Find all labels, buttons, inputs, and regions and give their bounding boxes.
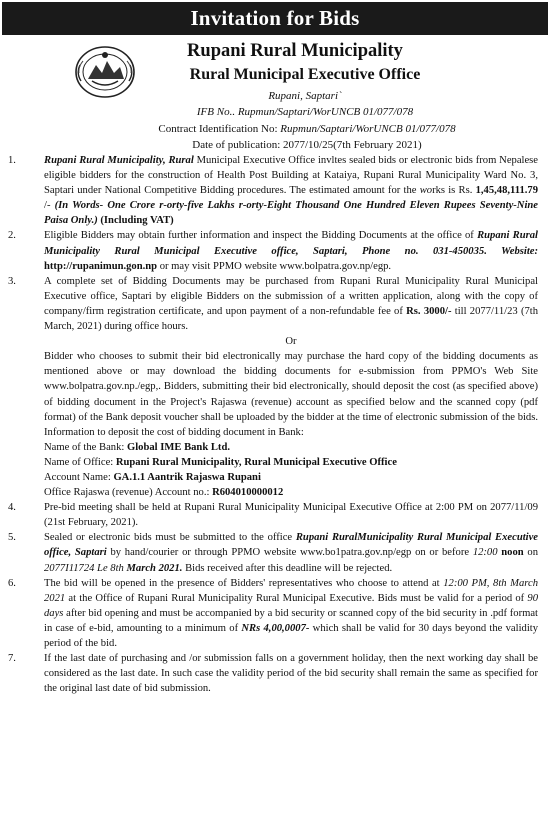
notice-banner: Invitation for Bids xyxy=(2,2,548,35)
clause-1-vat: (Including VAT) xyxy=(97,215,174,227)
office-name: Rural Municipal Executive Office xyxy=(189,66,421,83)
clause-number: 7. xyxy=(8,653,16,665)
clause-5-channel: by hand/courier or through PPMO website www.bo1patra.gov.np/egp on or before xyxy=(106,547,473,559)
clause-text: If the last date of purchasing and /or submission falls on a government holiday, then the next working day shall be considered as the last date. In such case the validity period of the bid security shall remain the same as specified for the original last date of bid submission. xyxy=(44,653,538,695)
clause-1-amount: 1,45,48,111.79 xyxy=(475,185,538,197)
clause-number: 5. xyxy=(8,532,16,544)
account-name xyxy=(44,470,538,485)
clause-5-text: Sealed or electronic bids must be submitted to the office xyxy=(44,532,296,544)
clause-text xyxy=(44,530,538,575)
office-label: Name of Office: xyxy=(44,456,116,468)
clause-number: 6. xyxy=(8,577,16,589)
clause-text xyxy=(44,153,538,228)
or-separator: Or xyxy=(285,336,297,348)
notice-body xyxy=(2,153,548,696)
account-name-label: Account Name: xyxy=(44,471,114,483)
office-value: Rupani Rural Municipality, Rural Municipal Executive Office xyxy=(115,456,397,468)
clause-5-month: March 2021. xyxy=(123,562,183,574)
clause-7 xyxy=(6,651,538,696)
clause-1-amount-suffix: /- xyxy=(44,200,55,212)
clause-6-validity-end: which shall be valid for 30 days beyond the validity period of the bid. xyxy=(44,622,539,649)
clause-5-on: on xyxy=(523,547,538,559)
publication-date: Date of publication: 2077/10/25(7th February 2021) xyxy=(192,139,422,151)
clause-number: 3. xyxy=(8,275,16,287)
clause-3 xyxy=(6,274,538,500)
notice-header xyxy=(2,35,548,153)
location-line: Rupani, Saptari` xyxy=(268,90,342,102)
clause-1-org: Rupani Rural Municipality, Rural xyxy=(44,155,194,166)
clause-3-para-2: Bidder who chooses to submit their bid electronically may purchase the hard copy of the bidding documents as mentioned above or may download the bidding documents for e-submission from PPMO's Web Site www.bolpatra.gov.np./egp,. Bidders, submitting their bid electronically, should deposit the cost (as specified above) of bidding document in the Project's Rajaswa (revenue) account as specified below and the scanned copy (pdf format) of the Bank deposit voucher shall be uploaded by the bidder at the time of electronic submission of the bids. Information to deposit the cost of bidding document in Bank: xyxy=(44,351,538,438)
bank-name-value: Global IME Bank Ltd. xyxy=(126,441,230,453)
clause-2-office: Rupani Rural Municipality Rural Municipal Executive office, Saptari, xyxy=(44,230,538,257)
clause-5-noon: noon xyxy=(497,547,524,559)
clause-5-office: Rupani RuralMunicipality Rural Municipal Executive office, Saptari xyxy=(44,532,538,559)
clause-6-amount: NRs 4,00,0007- xyxy=(241,622,310,634)
clause-4 xyxy=(6,500,538,530)
clause-number: 1. xyxy=(8,155,16,166)
account-number-label: Office Rajaswa (revenue) Account no.: xyxy=(44,487,213,499)
clause-text xyxy=(44,274,538,500)
office-line xyxy=(44,455,538,470)
clause-2-phone: Phone no. 031-450035. Website: xyxy=(347,245,538,257)
bank-name xyxy=(44,440,538,455)
clause-6-security: after bid opening and must be accompanied by a bid security or scanned copy of the bid security in .pdf format in case of e-bid, amounting to a minimum of xyxy=(44,607,538,634)
clause-2-website: http://rupanimun.gon.np xyxy=(44,260,158,272)
clause-6 xyxy=(6,576,538,651)
clause-3-text: A complete set of Bidding Documents may be purchased from Rupani Rural Municipality Rural Municipal Executive office, Saptari by eligible Bidders on the submission of a written application, along with the copy of company/firm registration certificate, and upon payment of a non-refundable fee of xyxy=(44,275,538,317)
ifb-number: IFB No.. Rupmun/Saptari/WorUNCB 01/077/078 xyxy=(196,106,414,118)
clause-5-rejection: Bids received after this deadline will be rejected. xyxy=(182,562,393,574)
clause-5 xyxy=(6,530,538,575)
clause-6-days: 90 days xyxy=(44,592,538,619)
clause-3-deadline: till 2077/11/23 (7th March, 2021) during office hours. xyxy=(44,305,539,333)
clause-2 xyxy=(6,228,538,273)
bank-name-label: Name of the Bank: xyxy=(44,441,127,453)
clause-6-text: The bid will be opened in the presence of Bidders' representatives who choose to attend at xyxy=(44,577,444,589)
contract-id xyxy=(2,123,548,135)
clause-3-para-1 xyxy=(44,274,538,334)
clause-6-validity: at the Office of Rupani Rural Municipality Rural Municipal Executive. Bids must be valid for a period of xyxy=(65,592,528,604)
clause-1-works: wo xyxy=(419,185,433,197)
clause-1-amount-label: rks is Rs. xyxy=(432,185,476,197)
account-name-value: GA.1.1 Aantrik Rajaswa Rupani xyxy=(113,471,261,483)
account-number-value: R604010000012 xyxy=(212,487,284,499)
clause-5-date: 2077I11724 Le 8th xyxy=(44,562,124,574)
clause-1 xyxy=(6,153,538,228)
clause-6-opening: 12:00 PM, 8th March 2021 xyxy=(44,577,538,604)
clause-1-amount-words: (In Words- One Crore r-orty-five Lakhs r-orty-Eight Thousand One Hundred Eleven Rupees Seventy-Nine Paisa Only.) xyxy=(44,200,538,227)
clause-text: Pre-bid meeting shall be held at Rupani Rural Municipality Municipal Executive Office at 2:00 PM on 2077/11/09 (21st February, 2021). xyxy=(44,502,538,529)
clause-text xyxy=(44,228,538,273)
clause-2-text: Eligible Bidders may obtain further information and inspect the Bidding Documents at the office of xyxy=(44,230,478,242)
contract-id-label: Contract Identification No: xyxy=(158,123,281,135)
clause-2-ppmo: or may visit PPMO website www.bolpatra.gov.np/egp. xyxy=(157,260,392,272)
clause-text xyxy=(44,576,538,651)
clause-number: 2. xyxy=(8,230,16,242)
clause-number: 4. xyxy=(8,502,16,514)
municipality-name: Rupani Rural Municipality xyxy=(187,41,403,61)
contract-id-value: Rupmun/Saptari/WorUNCB 01/077/078 xyxy=(280,123,456,135)
bid-notice xyxy=(2,2,548,825)
clause-3-fee: Rs. 3000/- xyxy=(406,305,452,317)
clause-5-time: 12:00 xyxy=(472,547,498,559)
account-number xyxy=(44,485,538,500)
clause-1-text: Municipal Executive Office invltes sealed bids or electronic bids from Nepalese eligible bidders for the construction of Health Post Building at Kataiya, Rupani Rural Municipality Ward No. 3, Saptari under National Competitive Bidding procedures. The estimated amount for the xyxy=(44,155,538,197)
